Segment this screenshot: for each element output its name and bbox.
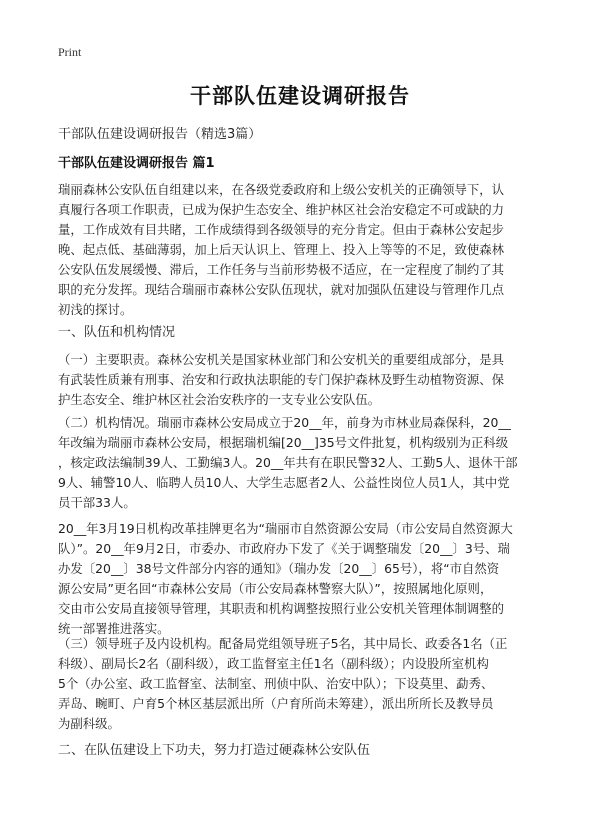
paragraph-organization: （二）机构情况。瑞丽市森林公安局成立于20__年，前身为市林业局森保科，20__ 年改编为瑞丽市森林公安局，根据瑞机编[20__]35号文件批复，机构级别为正科级 ，核定政法编制39人、工勤编3人。20__年共有在职民警32人、工勤5人、退休干部 9人、辅警10人、临聘人员10人、大学生志愿者2人、公益性岗位人员1人，其中党 员干部33人。 bbox=[58, 415, 518, 510]
print-link[interactable]: Print bbox=[58, 45, 82, 59]
section-title: 干部队伍建设调研报告 篇1 bbox=[58, 156, 215, 171]
document-subtitle: 干部队伍建设调研报告（精选3篇） bbox=[58, 127, 262, 142]
heading-team-and-organization: 一、队伍和机构情况 bbox=[58, 325, 176, 340]
paragraph-intro: 瑞丽森林公安队伍自组建以来，在各级党委政府和上级公安机关的正确领导下，认 真履行各项工作职责，已成为保护生态安全、维护林区社会治安稳定不可或缺的力 量，工作成效有目共睹，工作成绩得到各级领导的充分肯定。但由于森林公安起步 晚、起点低、基础薄弱，加上后天认识上、管理上、投入上等等的不足，致使森林 公安队伍发展缓慢、滞后，工作任务与当前形势极不适应，在一定程度了制约了其 职的充分发挥。现结合瑞丽市森林公安队伍现状，就对加强队伍建设与管理作几点 初浅的探讨。 bbox=[58, 182, 505, 317]
paragraph-leadership: （三）领导班子及内设机构。配备局党组领导班子5名，其中局长、政委各1名（正 科级）、副局长2名（副科级），政工监督室主任1名（副科级）；内设股所室机构 5个（办公室、政工监督室、法制室、刑侦中队、治安中队）；下设莫里、勐秀、 弄岛、畹町、户育5个林区基层派出所（户育所尚未筹建），派出所所长及教导员 为副科级。 bbox=[58, 636, 508, 731]
paragraph-restructuring: 20__年3月19日机构改革挂牌更名为“瑞丽市自然资源公安局（市公安局自然资源大 队）”。20__年9月2日，市委办、市政府办下发了《关于调整瑞发〔20__〕3号、瑞 办发〔20__〕38号文件部分内容的通知》（瑞办发〔20__〕65号），将“市自然资 源公安局”更名回“市森林公安局（市公安局森林警察大队）”，按照属地化原则， 交由市公安局直接领导管理，其职责和机构调整按照行业公安机关管理体制调整的 统一部署推进落实。 bbox=[58, 521, 513, 636]
page-title: 干部队伍建设调研报告 bbox=[190, 84, 410, 108]
paragraph-main-duties: （一）主要职责。森林公安机关是国家林业部门和公安机关的重要组成部分，是具 有武装性质兼有刑事、治安和行政执法职能的专门保护森林及野生动植物资源、保 护生态安全、维护林区社会治安秩序的一支专业公安队伍。 bbox=[58, 352, 505, 407]
heading-team-building: 二、在队伍建设上下功夫，努力打造过硬森林公安队伍 bbox=[58, 743, 371, 758]
